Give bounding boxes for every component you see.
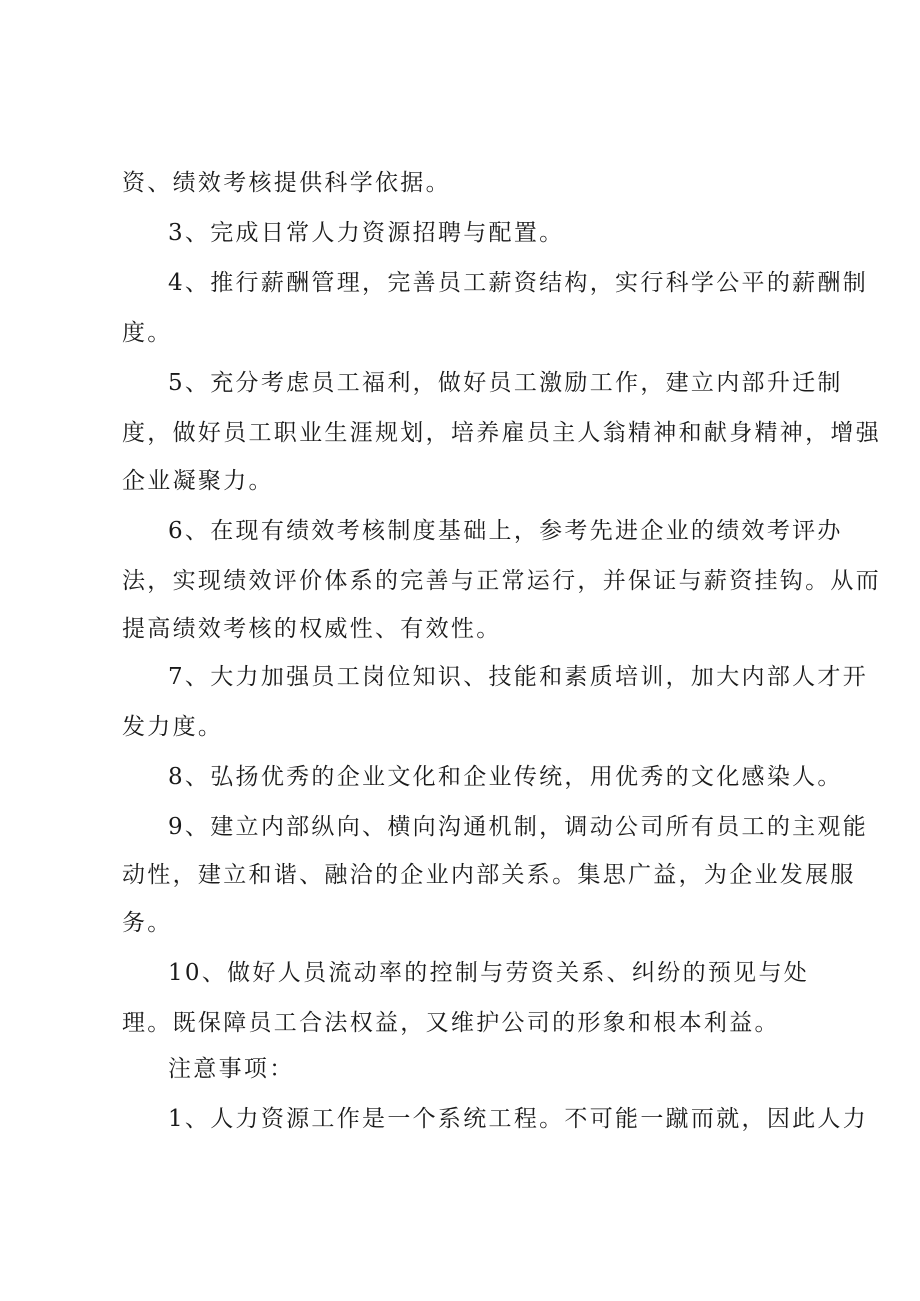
- section-heading: 注意事项：: [168, 1056, 295, 1082]
- text-line: 理。既保障员工合法权益，又维护公司的形象和根本利益。: [122, 1010, 780, 1036]
- text-line: 6、在现有绩效考核制度基础上，参考先进企业的绩效考评办: [168, 518, 843, 544]
- text-line: 企业凝聚力。: [122, 468, 274, 494]
- text-line: 1、人力资源工作是一个系统工程。不可能一蹴而就，因此人力: [168, 1106, 869, 1132]
- text-line: 务。: [122, 910, 173, 936]
- text-line: 7、大力加强员工岗位知识、技能和素质培训，加大内部人才开: [168, 664, 869, 690]
- text-line: 动性，建立和谐、融洽的企业内部关系。集思广益，为企业发展服: [122, 862, 856, 888]
- text-line: 法，实现绩效评价体系的完善与正常运行，并保证与薪资挂钩。从而: [122, 568, 881, 594]
- text-line: 3、完成日常人力资源招聘与配置。: [168, 220, 565, 246]
- text-line: 4、推行薪酬管理，完善员工薪资结构，实行科学公平的薪酬制: [168, 270, 869, 296]
- text-line: 提高绩效考核的权威性、有效性。: [122, 616, 502, 642]
- text-line: 5、充分考虑员工福利，做好员工激励工作，建立内部升迁制: [168, 370, 843, 396]
- text-line: 10、做好人员流动率的控制与劳资关系、纠纷的预见与处: [168, 960, 810, 986]
- text-line: 度，做好员工职业生涯规划，培养雇员主人翁精神和献身精神，增强: [122, 420, 881, 446]
- text-line: 发力度。: [122, 714, 224, 740]
- text-line: 度。: [122, 320, 173, 346]
- text-line: 资、绩效考核提供科学依据。: [122, 170, 451, 196]
- text-line: 9、建立内部纵向、横向沟通机制，调动公司所有员工的主观能: [168, 814, 869, 840]
- text-line: 8、弘扬优秀的企业文化和企业传统，用优秀的文化感染人。: [168, 764, 843, 790]
